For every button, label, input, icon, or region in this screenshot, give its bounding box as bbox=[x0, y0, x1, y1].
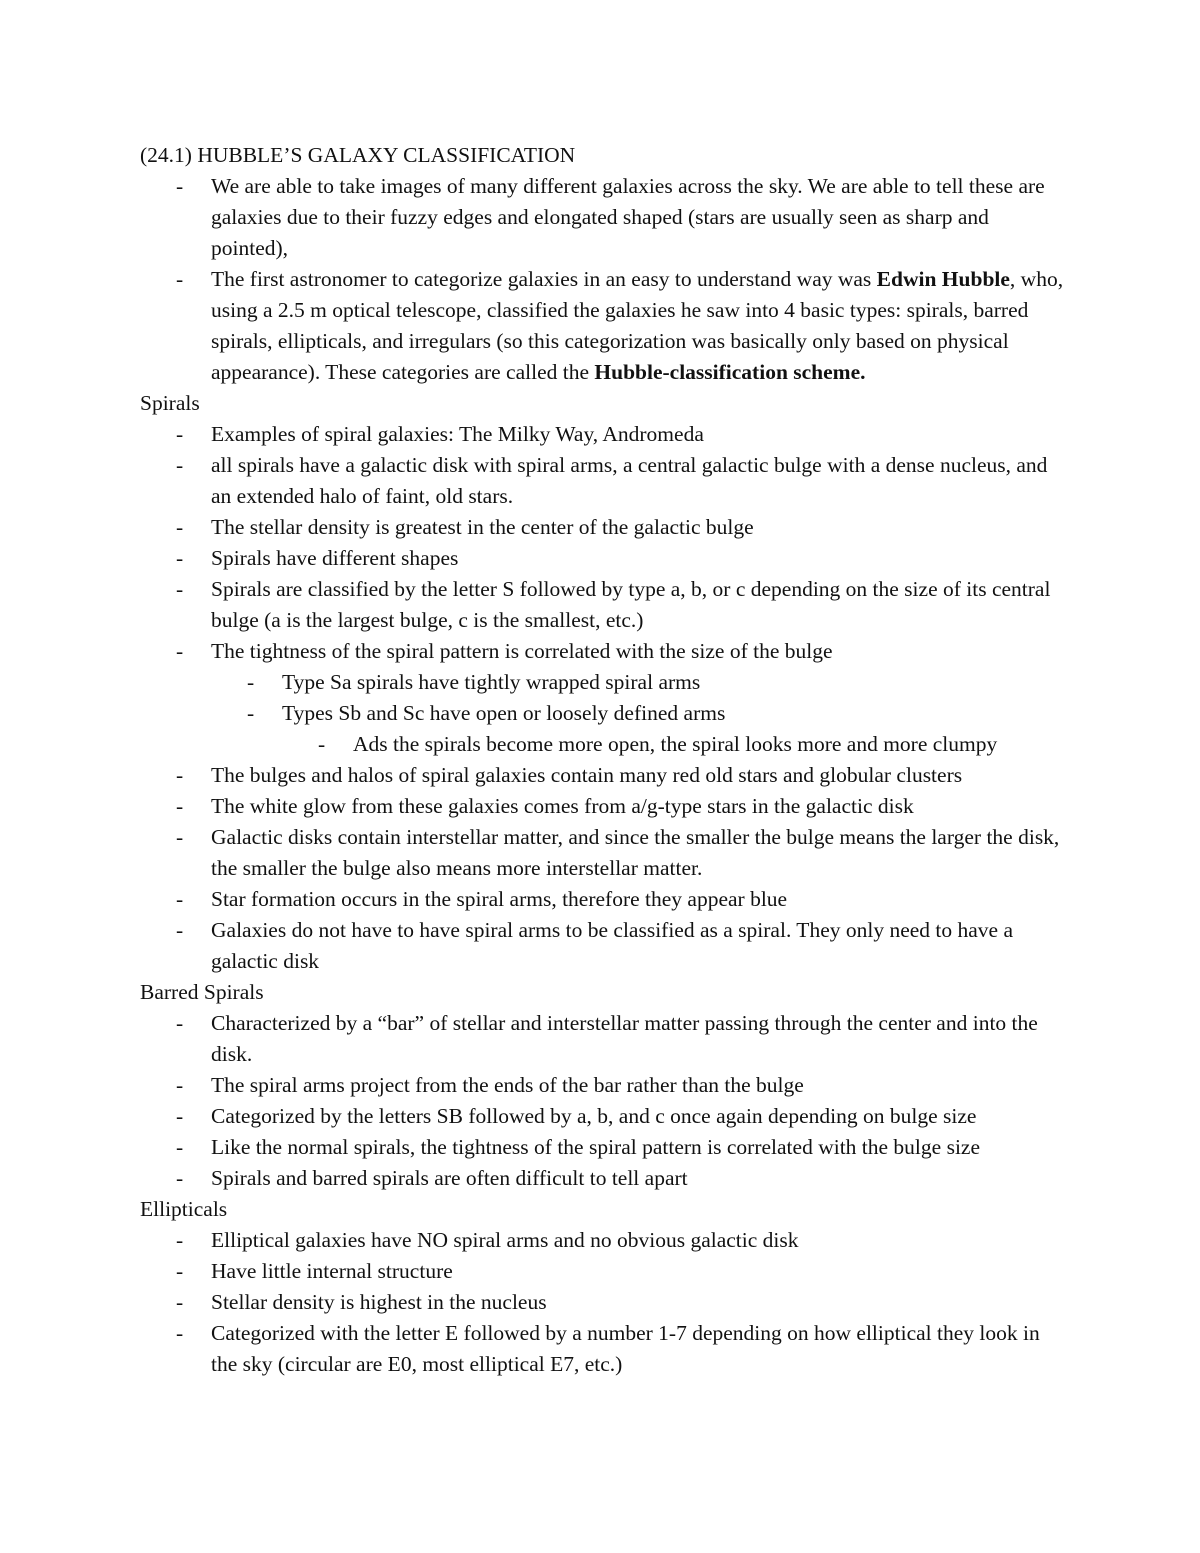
list-item-text: all spirals have a galactic disk with spiral arms, a central galactic bulge with a dense nucleus, and an extended halo of faint, old stars. bbox=[211, 453, 1048, 508]
list-item-text: Examples of spiral galaxies: The Milky Way, Andromeda bbox=[211, 422, 704, 446]
bullet-dash: - bbox=[176, 1073, 184, 1097]
list-item-text: Ads the spirals become more open, the spiral looks more and more clumpy bbox=[353, 732, 998, 756]
bullet-dash: - bbox=[176, 1011, 184, 1035]
list-item-text: The first astronomer to categorize galaxies in an easy to understand way was bbox=[211, 267, 877, 291]
list-item bbox=[140, 1070, 1070, 1101]
list-item bbox=[140, 822, 1070, 884]
ellipticals-list bbox=[140, 1225, 1070, 1380]
list-item-text: Galactic disks contain interstellar matter, and since the smaller the bulge means the larger the disk, the smaller the bulge also means more interstellar matter. bbox=[211, 825, 1060, 880]
spirals-list bbox=[140, 419, 1070, 977]
list-item-text: Stellar density is highest in the nucleus bbox=[211, 1290, 547, 1314]
sub-list-item bbox=[140, 698, 1070, 729]
bullet-dash: - bbox=[176, 1135, 184, 1159]
list-item-text: Characterized by a “bar” of stellar and interstellar matter passing through the center and into the disk. bbox=[211, 1011, 1038, 1066]
list-item bbox=[140, 1287, 1070, 1318]
bullet-dash: - bbox=[176, 825, 184, 849]
list-item bbox=[140, 1256, 1070, 1287]
sub-sub-list-item bbox=[140, 729, 1070, 760]
bullet-dash: - bbox=[176, 1166, 184, 1190]
intro-list bbox=[140, 171, 1070, 388]
barred-spirals-list bbox=[140, 1008, 1070, 1194]
list-item bbox=[140, 574, 1070, 636]
list-item-text: The tightness of the spiral pattern is correlated with the size of the bulge bbox=[211, 639, 833, 663]
list-item-text: Type Sa spirals have tightly wrapped spiral arms bbox=[282, 670, 701, 694]
list-item bbox=[140, 760, 1070, 791]
bullet-dash: - bbox=[176, 1290, 184, 1314]
list-item-text: The spiral arms project from the ends of the bar rather than the bulge bbox=[211, 1073, 804, 1097]
list-item-text: Spirals and barred spirals are often difficult to tell apart bbox=[211, 1166, 688, 1190]
list-item-text: The bulges and halos of spiral galaxies contain many red old stars and globular clusters bbox=[211, 763, 963, 787]
list-item bbox=[140, 1225, 1070, 1256]
list-item-text: Categorized with the letter E followed by a number 1-7 depending on how elliptical they look in the sky (circular are E0, most elliptical E7, etc.) bbox=[211, 1321, 1040, 1376]
bullet-dash: - bbox=[176, 577, 184, 601]
bullet-dash: - bbox=[247, 670, 255, 694]
list-item bbox=[140, 1132, 1070, 1163]
sub-list-item bbox=[140, 667, 1070, 698]
list-item-text: We are able to take images of many different galaxies across the sky. We are able to tell these are galaxies due to their fuzzy edges and elongated shaped (stars are usually seen as sharp and pointed), bbox=[211, 174, 1045, 260]
list-item-text: Like the normal spirals, the tightness of the spiral pattern is correlated with the bulge size bbox=[211, 1135, 981, 1159]
list-item-text: The white glow from these galaxies comes from a/g-type stars in the galactic disk bbox=[211, 794, 914, 818]
list-item-text: Galaxies do not have to have spiral arms to be classified as a spiral. They only need to have a galactic disk bbox=[211, 918, 1014, 973]
bullet-dash: - bbox=[176, 887, 184, 911]
bullet-dash: - bbox=[176, 453, 184, 477]
list-item bbox=[140, 419, 1070, 450]
bullet-dash: - bbox=[176, 546, 184, 570]
page-title: (24.1) HUBBLE’S GALAXY CLASSIFICATION bbox=[140, 143, 576, 167]
section-title-barred-spirals: Barred Spirals bbox=[140, 980, 264, 1004]
bullet-dash: - bbox=[176, 1321, 184, 1345]
bullet-dash: - bbox=[176, 1228, 184, 1252]
section-title-ellipticals: Ellipticals bbox=[140, 1197, 228, 1221]
bullet-dash: - bbox=[176, 422, 184, 446]
list-item bbox=[140, 884, 1070, 915]
list-item-text: , who, using a 2.5 m optical telescope, classified the galaxies he saw into 4 basic types: spirals, barred spirals, ellipticals, and irregulars (so this categorization was basically only based on physical appearance). These categories are called the bbox=[211, 267, 1064, 384]
bullet-dash: - bbox=[247, 701, 255, 725]
bullet-dash: - bbox=[176, 1104, 184, 1128]
list-item bbox=[140, 791, 1070, 822]
list-item-text: Elliptical galaxies have NO spiral arms and no obvious galactic disk bbox=[211, 1228, 799, 1252]
list-item-text: Have little internal structure bbox=[211, 1259, 453, 1283]
bullet-dash: - bbox=[176, 763, 184, 787]
list-item bbox=[140, 171, 1070, 264]
list-item bbox=[140, 1163, 1070, 1194]
list-item bbox=[140, 264, 1070, 388]
bullet-dash: - bbox=[176, 267, 184, 291]
list-item bbox=[140, 1318, 1070, 1380]
list-item-text: Spirals have different shapes bbox=[211, 546, 459, 570]
list-item bbox=[140, 450, 1070, 512]
list-item bbox=[140, 1101, 1070, 1132]
bullet-dash: - bbox=[176, 639, 184, 663]
bullet-dash: - bbox=[318, 732, 326, 756]
list-item bbox=[140, 915, 1070, 977]
list-item-text: Categorized by the letters SB followed by a, b, and c once again depending on bulge size bbox=[211, 1104, 977, 1128]
list-item bbox=[140, 543, 1070, 574]
bold-term-edwin-hubble: Edwin Hubble bbox=[876, 267, 1010, 291]
list-item bbox=[140, 1008, 1070, 1070]
bullet-dash: - bbox=[176, 794, 184, 818]
bullet-dash: - bbox=[176, 1259, 184, 1283]
list-item-text: Types Sb and Sc have open or loosely defined arms bbox=[282, 701, 726, 725]
bullet-dash: - bbox=[176, 515, 184, 539]
document-page bbox=[140, 140, 1070, 1380]
bullet-dash: - bbox=[176, 174, 184, 198]
bold-term-hubble-classification: Hubble-classification scheme. bbox=[594, 360, 866, 384]
list-item bbox=[140, 636, 1070, 667]
list-item-text: Spirals are classified by the letter S followed by type a, b, or c depending on the size of its central bulge (a is the largest bulge, c is the smallest, etc.) bbox=[211, 577, 1051, 632]
list-item-text: The stellar density is greatest in the center of the galactic bulge bbox=[211, 515, 754, 539]
section-title-spirals: Spirals bbox=[140, 391, 200, 415]
list-item-text: Star formation occurs in the spiral arms, therefore they appear blue bbox=[211, 887, 788, 911]
list-item bbox=[140, 512, 1070, 543]
bullet-dash: - bbox=[176, 918, 184, 942]
